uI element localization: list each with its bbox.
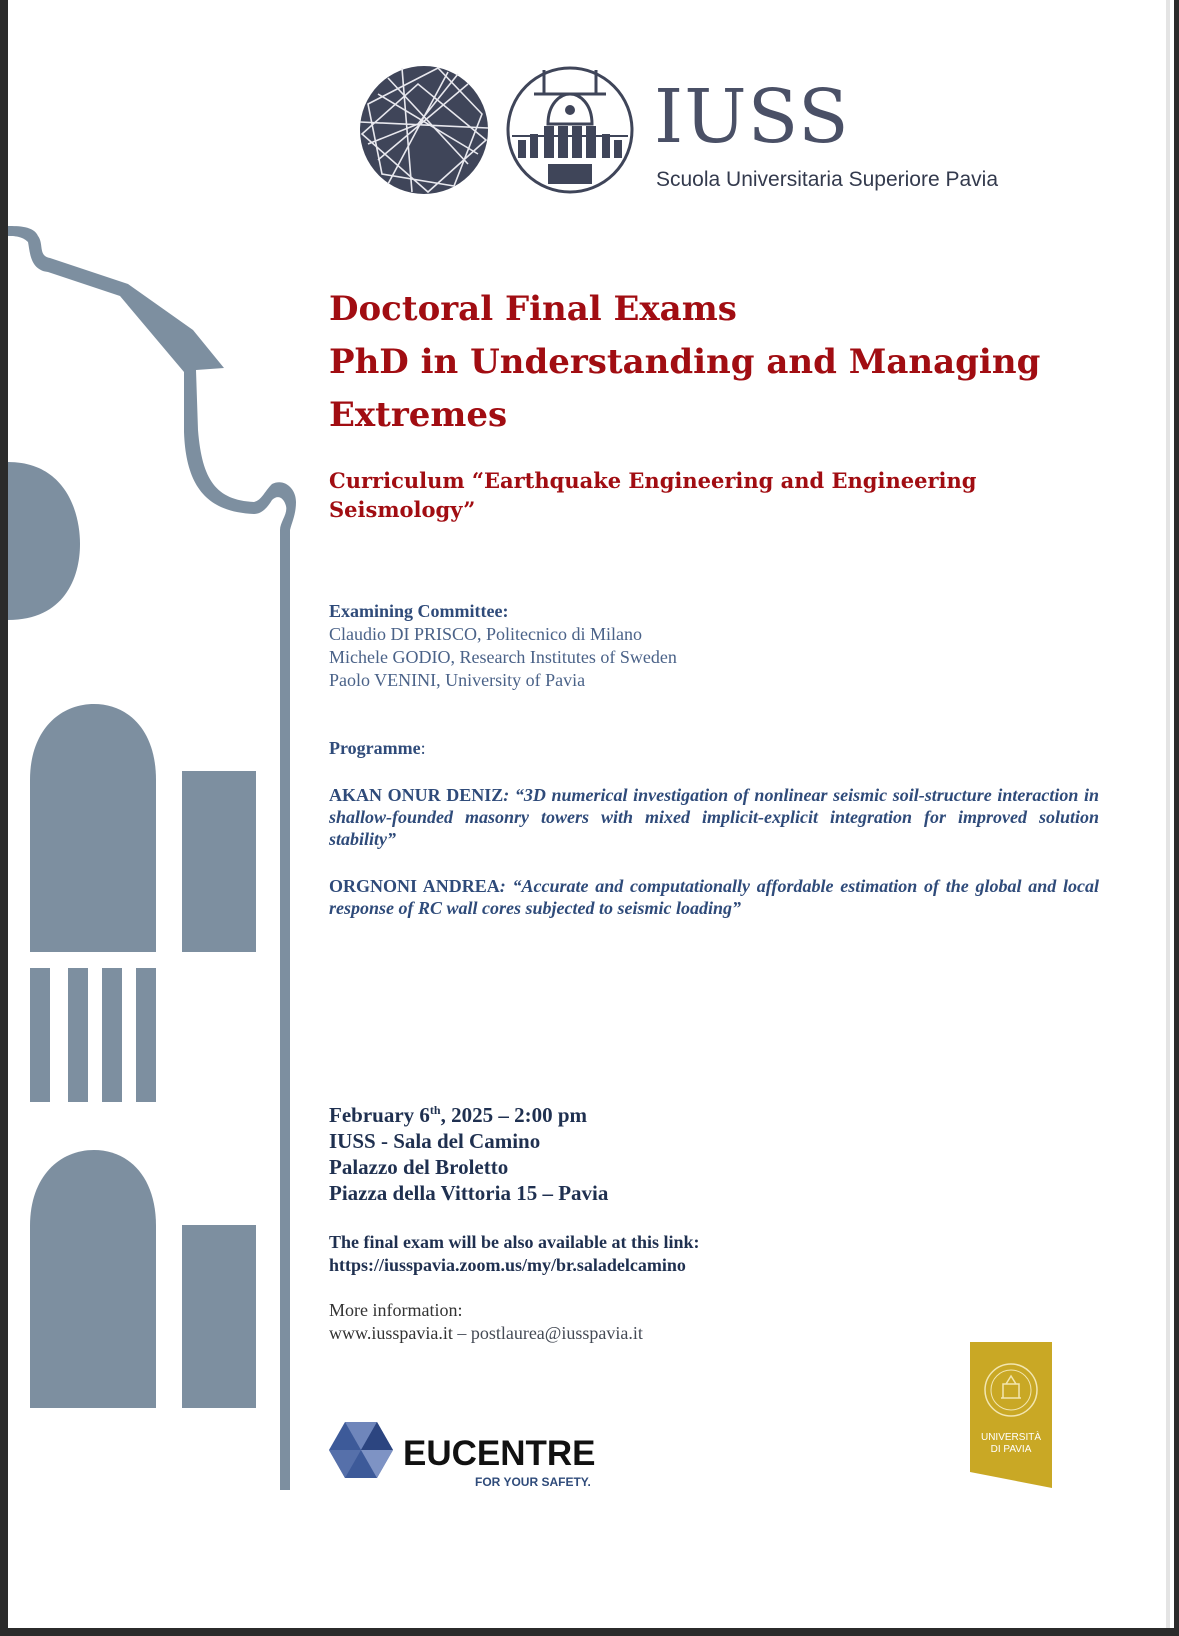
unipv-logo	[970, 1342, 1052, 1488]
programme-talk	[329, 784, 1099, 850]
talk-separator: :	[503, 785, 515, 805]
talk-candidate: ORGNONI ANDREA	[329, 876, 500, 896]
unipv-name-line-2: DI PAVIA	[990, 1444, 1032, 1455]
event-date-day: February 6	[329, 1103, 430, 1127]
unipv-seal-icon	[970, 1342, 1052, 1488]
title-line-1: Doctoral Final Exams	[329, 289, 737, 329]
curriculum-heading	[329, 466, 1029, 524]
network-circle-logo-icon	[358, 64, 490, 196]
committee-member: Michele GODIO, Research Institutes of Sweden	[329, 647, 677, 667]
building-silhouette-decoration	[8, 0, 308, 1628]
eucentre-tagline: FOR YOUR SAFETY.	[475, 1475, 591, 1489]
online-access	[329, 1231, 700, 1277]
more-information	[329, 1299, 643, 1345]
curriculum-line-2: Seismology”	[329, 497, 476, 522]
more-info-contacts	[329, 1322, 643, 1345]
online-note: The final exam will be also available at this link:	[329, 1232, 700, 1252]
event-date	[329, 1102, 608, 1128]
iuss-logo-subtitle: Scuola Universitaria Superiore Pavia	[656, 168, 998, 191]
talk-candidate: AKAN ONUR DENIZ	[329, 785, 504, 805]
committee-member: Paolo VENINI, University of Pavia	[329, 670, 586, 690]
talk-title: “Accurate and computationally affordable estimation of the global and local response of RC wall cores subjected to seismic loading”	[329, 876, 1099, 918]
iuss-logo-name: IUSS	[654, 74, 850, 160]
talk-title: “3D numerical investigation of nonlinear seismic soil-structure interaction in shallow-founded masonry towers with mixed implicit-explicit integration for improved solution stability”	[329, 785, 1099, 849]
building-circle-logo-icon	[504, 64, 636, 196]
more-info-label: More information:	[329, 1300, 463, 1320]
unipv-name	[970, 1432, 1052, 1456]
curriculum-line-1: Curriculum “Earthquake Engineering and Engineering	[329, 468, 977, 493]
event-venue: IUSS - Sala del Camino	[329, 1129, 541, 1153]
poster-page	[8, 0, 1174, 1628]
examining-committee	[329, 600, 677, 692]
eucentre-hexagon-icon	[329, 1422, 393, 1478]
programme-heading-label: Programme	[329, 738, 421, 758]
programme-heading	[329, 738, 426, 759]
unipv-name-line-1: UNIVERSITÀ	[980, 1432, 1041, 1443]
event-date-time: , 2025 – 2:00 pm	[440, 1103, 587, 1127]
zoom-link[interactable]: https://iusspavia.zoom.us/my/br.saladelcamino	[329, 1255, 686, 1275]
page-title	[329, 283, 1049, 442]
page-edge	[1166, 0, 1170, 1628]
title-line-2: PhD in Understanding and Managing	[329, 342, 1041, 382]
title-line-3: Extremes	[329, 395, 508, 435]
iuss-logo	[358, 64, 1058, 204]
event-details	[329, 1102, 608, 1206]
website-link[interactable]: www.iusspavia.it	[329, 1323, 453, 1343]
event-address: Piazza della Vittoria 15 – Pavia	[329, 1181, 609, 1205]
committee-heading: Examining Committee:	[329, 601, 509, 621]
contact-separator: –	[452, 1323, 471, 1343]
event-date-suffix: th	[429, 1103, 441, 1117]
programme-heading-colon: :	[420, 738, 426, 758]
talk-separator: :	[499, 876, 513, 896]
event-building: Palazzo del Broletto	[329, 1155, 509, 1179]
email-link[interactable]: postlaurea@iusspavia.it	[470, 1323, 643, 1343]
eucentre-logo	[329, 1418, 619, 1490]
programme-talk	[329, 875, 1099, 919]
committee-member: Claudio DI PRISCO, Politecnico di Milano	[329, 624, 642, 644]
eucentre-name: EUCENTRE	[403, 1434, 596, 1473]
